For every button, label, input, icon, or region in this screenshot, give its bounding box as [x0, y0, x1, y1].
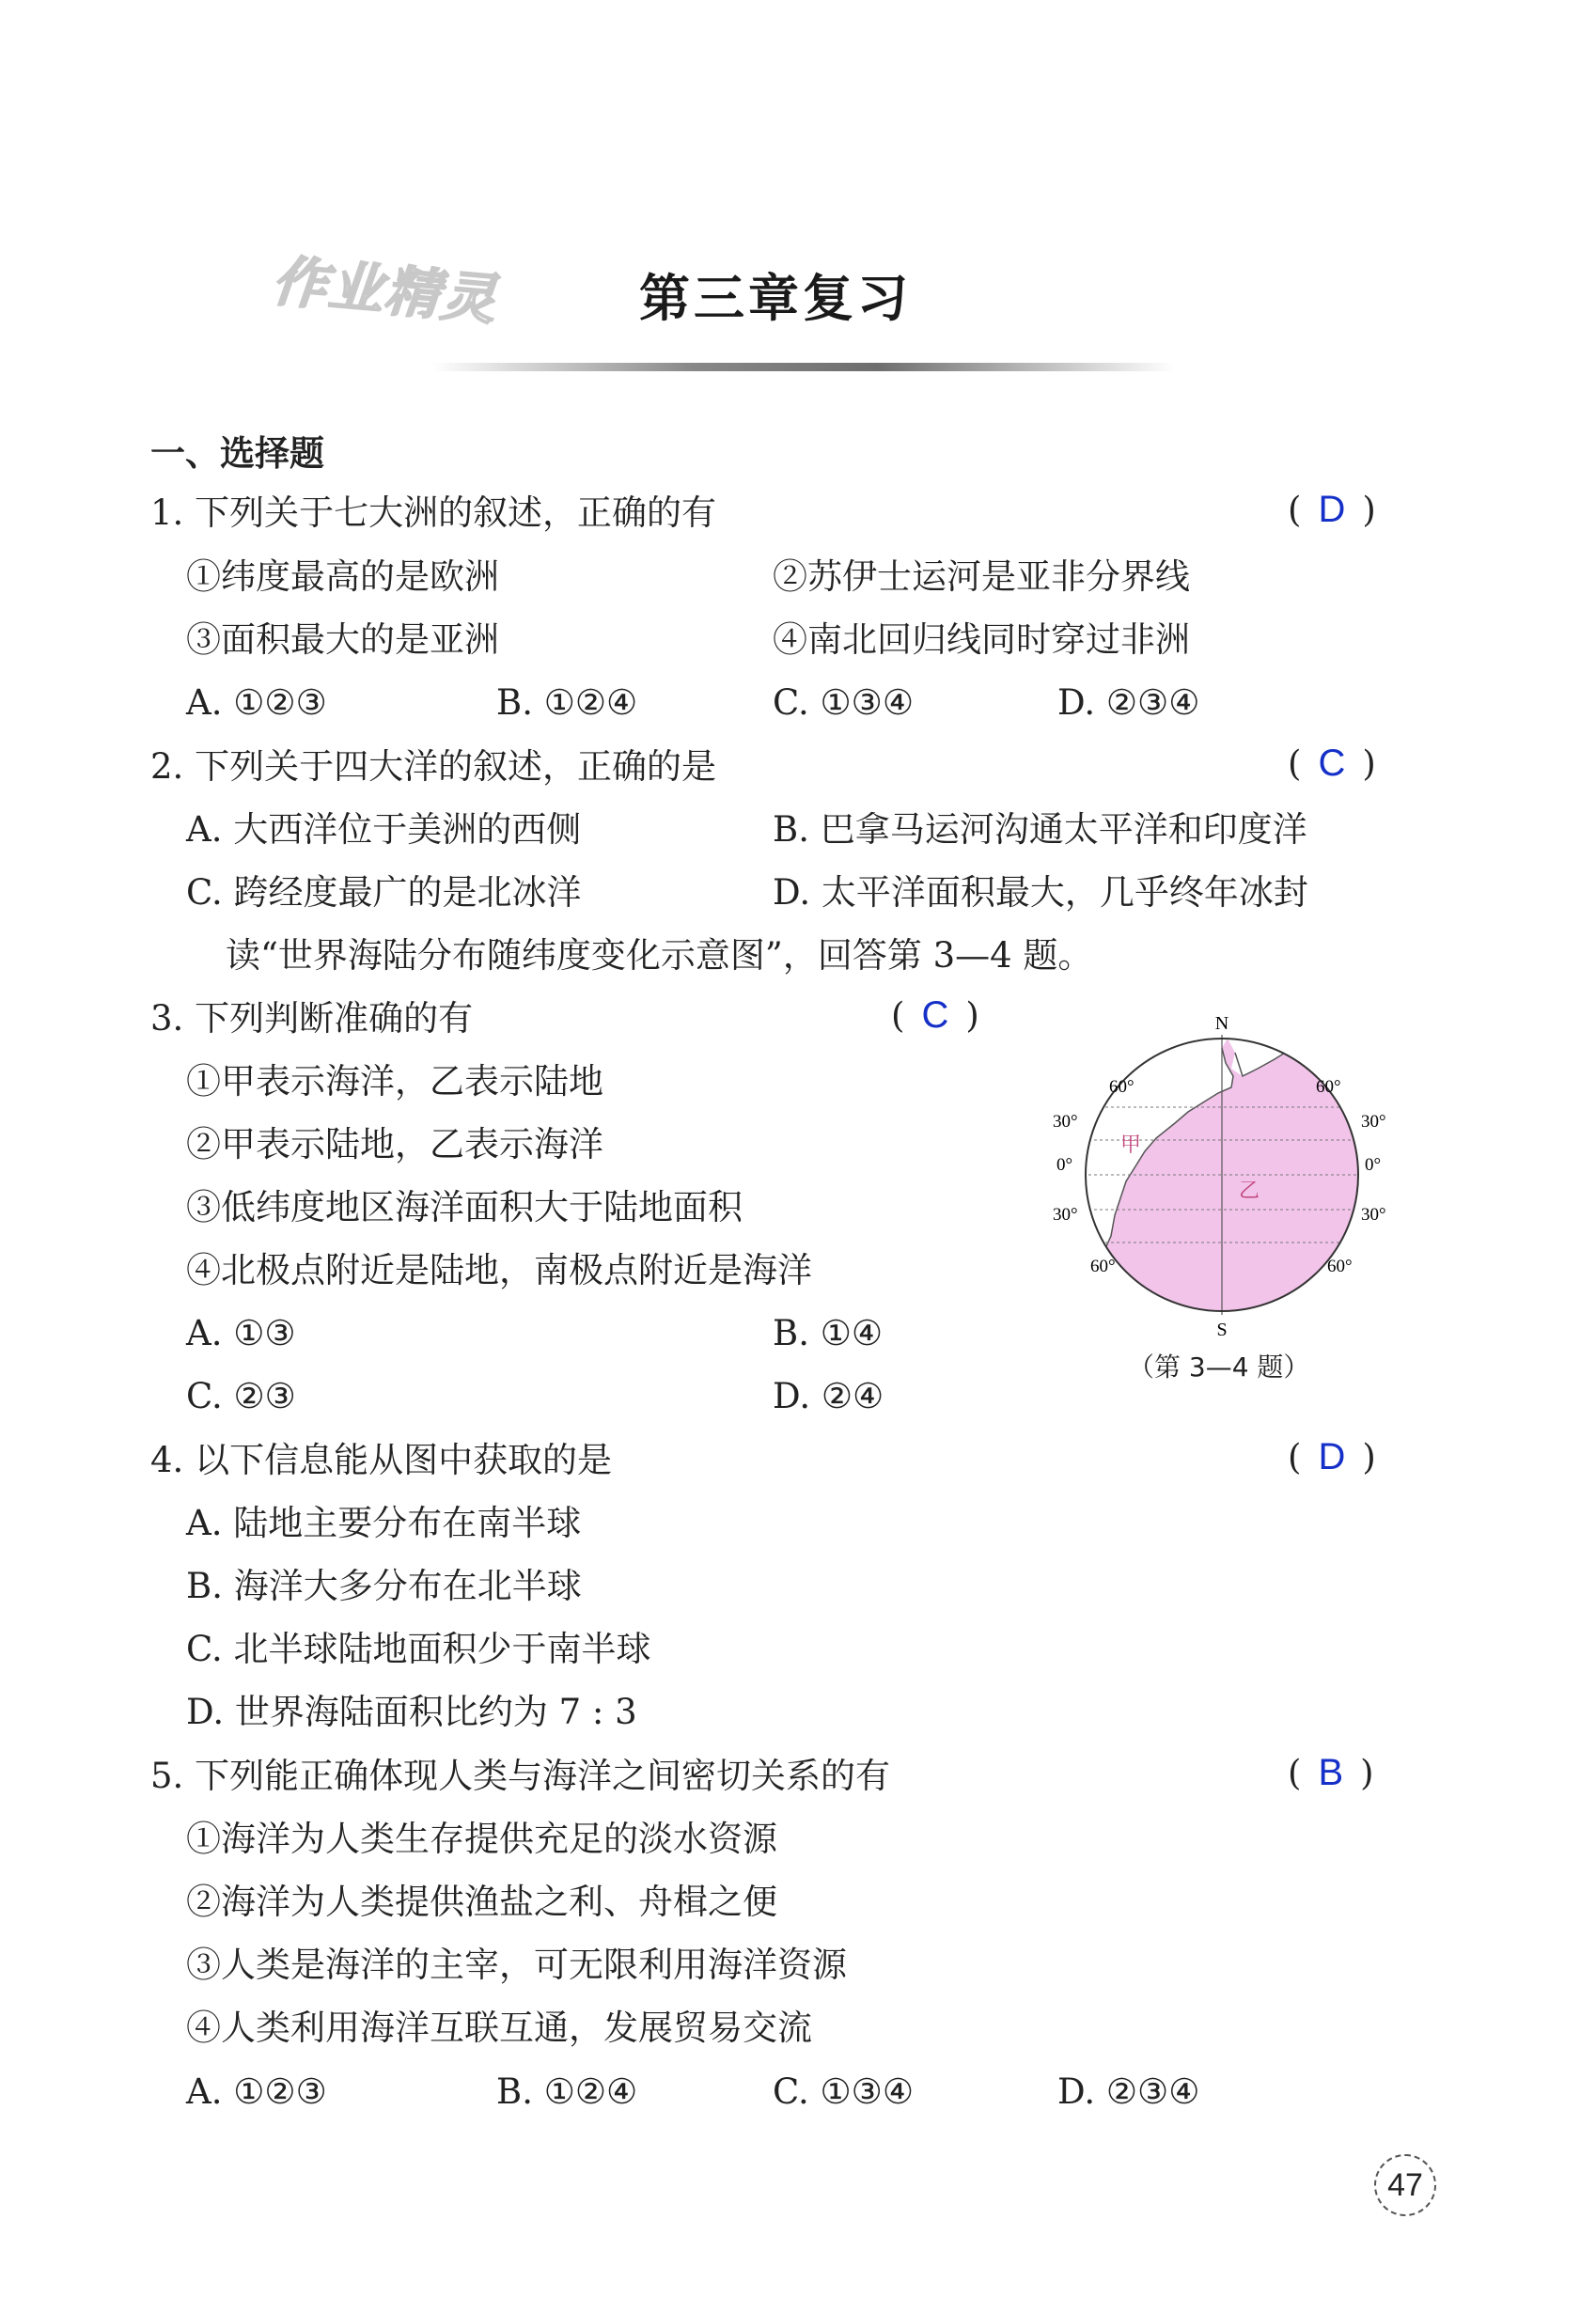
q5-statement-4: ④人类利用海洋互联互通，发展贸易交流 — [186, 2008, 812, 2048]
q3-answer-box: ( C ) — [891, 994, 979, 1036]
q4-option-d: D. 世界海陆面积比约为 7 : 3 — [186, 1692, 637, 1732]
q5-option-a: A. ①②③ — [186, 2071, 327, 2112]
q2-option-b: B. 巴拿马运河沟通太平洋和印度洋 — [773, 809, 1307, 850]
q5-option-d: D. ②③④ — [1057, 2071, 1200, 2112]
q1-option-a: A. ①②③ — [186, 682, 327, 723]
q4-option-a: A. 陆地主要分布在南半球 — [186, 1503, 582, 1543]
q2-option-a: A. 大西洋位于美洲的西侧 — [186, 809, 582, 850]
lat-30-n-left: 30° — [1053, 1112, 1078, 1132]
q3-statement-2: ②甲表示陆地，乙表示海洋 — [186, 1124, 603, 1164]
q1-statement-4: ④南北回归线同时穿过非洲 — [773, 619, 1190, 660]
figure-caption: （第 3—4 题） — [1128, 1352, 1310, 1383]
q1-option-d: D. ②③④ — [1057, 682, 1200, 723]
section-title: 一、选择题 — [150, 433, 324, 474]
q3-statement-3: ③低纬度地区海洋面积大于陆地面积 — [186, 1187, 743, 1227]
q1-answer: D — [1318, 489, 1346, 530]
q3-statement-4: ④北极点附近是陆地，南极点附近是海洋 — [186, 1250, 812, 1290]
lat-30-n-right: 30° — [1361, 1112, 1386, 1132]
q3-option-a: A. ①③ — [186, 1313, 296, 1353]
q2-answer-box: ( C ) — [1288, 742, 1376, 784]
q1-option-b: B. ①②④ — [496, 682, 638, 723]
land-sea-latitude-figure — [1034, 1001, 1429, 1339]
q3-stem: 3. 下列判断准确的有 — [150, 998, 474, 1039]
lat-0-left: 0° — [1056, 1155, 1073, 1175]
q1-option-c: C. ①③④ — [773, 682, 915, 723]
q2-option-c: C. 跨经度最广的是北冰洋 — [186, 872, 582, 913]
q5-statement-3: ③人类是海洋的主宰，可无限利用海洋资源 — [186, 1945, 847, 1985]
q5-stem: 5. 下列能正确体现人类与海洋之间密切关系的有 — [150, 1756, 891, 1796]
q3-answer: C — [921, 994, 949, 1036]
q3-statement-1: ①甲表示海洋，乙表示陆地 — [186, 1061, 603, 1102]
q5-answer: B — [1318, 1752, 1344, 1793]
q3-option-b: B. ①④ — [773, 1313, 884, 1353]
label-jia: 甲 — [1120, 1133, 1142, 1156]
q1-statement-2: ②苏伊士运河是亚非分界线 — [773, 556, 1190, 597]
q4-answer: D — [1318, 1436, 1346, 1477]
lat-60-s-left: 60° — [1090, 1257, 1116, 1276]
q4-stem: 4. 以下信息能从图中获取的是 — [150, 1440, 613, 1480]
q4-option-c: C. 北半球陆地面积少于南半球 — [186, 1629, 651, 1669]
page-title: 第三章复习 — [639, 269, 912, 328]
lat-0-right: 0° — [1365, 1155, 1382, 1175]
reading-instruction: 读“世界海陆分布随纬度变化示意图”，回答第 3—4 题。 — [226, 935, 1093, 976]
watermark-logo: 作业精灵 — [270, 248, 501, 333]
lat-30-s-right: 30° — [1361, 1205, 1386, 1225]
label-south: S — [1216, 1320, 1228, 1339]
q2-option-d: D. 太平洋面积最大，几乎终年冰封 — [773, 872, 1308, 913]
q5-statement-2: ②海洋为人类提供渔盐之利、舟楫之便 — [186, 1882, 777, 1922]
q1-stem: 1. 下列关于七大洲的叙述，正确的有 — [150, 492, 717, 533]
lat-60-n-left: 60° — [1109, 1077, 1134, 1097]
lat-60-n-right: 60° — [1316, 1077, 1341, 1097]
lat-30-s-left: 30° — [1053, 1205, 1078, 1225]
label-north: N — [1214, 1013, 1229, 1034]
page-number: 47 — [1374, 2154, 1436, 2216]
q4-answer-box: ( D ) — [1288, 1436, 1376, 1477]
label-yi: 乙 — [1239, 1179, 1260, 1202]
q2-stem: 2. 下列关于四大洋的叙述，正确的是 — [150, 746, 717, 787]
q3-option-c: C. ②③ — [186, 1376, 296, 1416]
title-underline — [432, 363, 1175, 371]
q1-statement-1: ①纬度最高的是欧洲 — [186, 556, 499, 597]
q5-answer-box: ( B ) — [1288, 1752, 1374, 1793]
q5-option-b: B. ①②④ — [496, 2071, 638, 2112]
q1-answer-box: ( D ) — [1288, 489, 1376, 530]
q5-statement-1: ①海洋为人类生存提供充足的淡水资源 — [186, 1819, 777, 1859]
q3-option-d: D. ②④ — [773, 1376, 884, 1416]
lat-60-s-right: 60° — [1327, 1257, 1353, 1276]
q4-option-b: B. 海洋大多分布在北半球 — [186, 1566, 582, 1606]
q2-answer: C — [1318, 742, 1346, 784]
q5-option-c: C. ①③④ — [773, 2071, 915, 2112]
q1-statement-3: ③面积最大的是亚洲 — [186, 619, 499, 660]
